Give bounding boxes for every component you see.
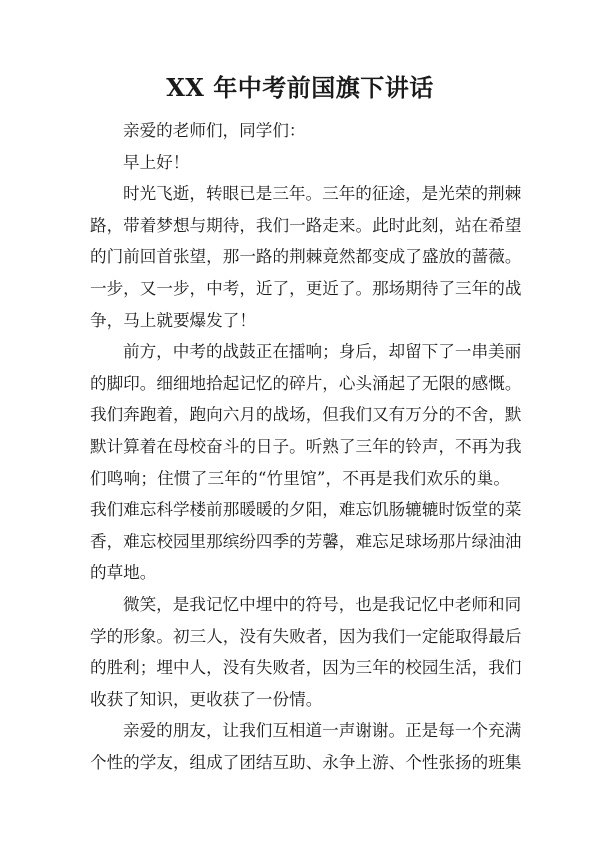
text-line: 我们奔跑着，跑向六月的战场，但我们又有万分的不舍，默 xyxy=(90,405,522,425)
paragraph-good-morning xyxy=(90,147,510,179)
text-line: 的胜利；埋中人，没有失败者，因为三年的校园生活，我们 xyxy=(90,658,522,678)
paragraph-3 xyxy=(90,589,522,715)
text-line: 的草地。 xyxy=(90,563,157,583)
text-line: 收获了知识，更收获了一份情。 xyxy=(90,689,323,709)
text-line: 默计算着在母校奋斗的日子。听熟了三年的铃声，不再为我 xyxy=(90,436,522,456)
text-line: 早上好！ xyxy=(123,152,190,172)
text-line: 的脚印。细细地拾起记忆的碎片，心头涌起了无限的感慨。 xyxy=(90,373,522,393)
paragraph-4 xyxy=(90,715,522,778)
text-line: 时光飞逝，转眼已是三年。三年的征途，是光荣的荆棘 xyxy=(123,184,522,204)
text-line: 一步，又一步，中考，近了，更近了。那场期待了三年的战 xyxy=(90,278,522,298)
text-line: 前方，中考的战鼓正在擂响；身后，却留下了一串美丽 xyxy=(123,342,522,362)
text-line: 香，难忘校园里那缤纷四季的芳馨，难忘足球场那片绿油油 xyxy=(90,531,522,551)
text-line: 微笑，是我记忆中埋中的符号，也是我记忆中老师和同 xyxy=(123,594,522,614)
text-line: 们鸣响；住惯了三年的“竹里馆”，不再是我们欢乐的巢。 xyxy=(90,468,510,488)
text-line: 学的形象。初三人，没有失败者，因为我们一定能取得最后 xyxy=(90,626,522,646)
document-title: XX 年中考前国旗下讲话 xyxy=(166,73,434,102)
text-line: 路，带着梦想与期待，我们一路走来。此时此刻，站在希望 xyxy=(90,215,522,235)
text-line: 的门前回首张望，那一路的荆棘竟然都变成了盛放的蔷薇。 xyxy=(90,247,522,267)
text-line: 争，马上就要爆发了！ xyxy=(90,310,256,330)
paragraph-greeting xyxy=(90,115,510,147)
paragraph-2 xyxy=(90,336,522,589)
document-body xyxy=(90,115,522,778)
paragraph-1 xyxy=(90,178,522,336)
text-line: 我们难忘科学楼前那暖暖的夕阳，难忘饥肠辘辘时饭堂的菜 xyxy=(90,500,522,520)
text-line: 个性的学友，组成了团结互助、永争上游、个性张扬的班集 xyxy=(90,752,522,772)
text-line: 亲爱的老师们，同学们： xyxy=(123,121,306,140)
text-line: 亲爱的朋友，让我们互相道一声谢谢。正是每一个充满 xyxy=(123,721,522,741)
